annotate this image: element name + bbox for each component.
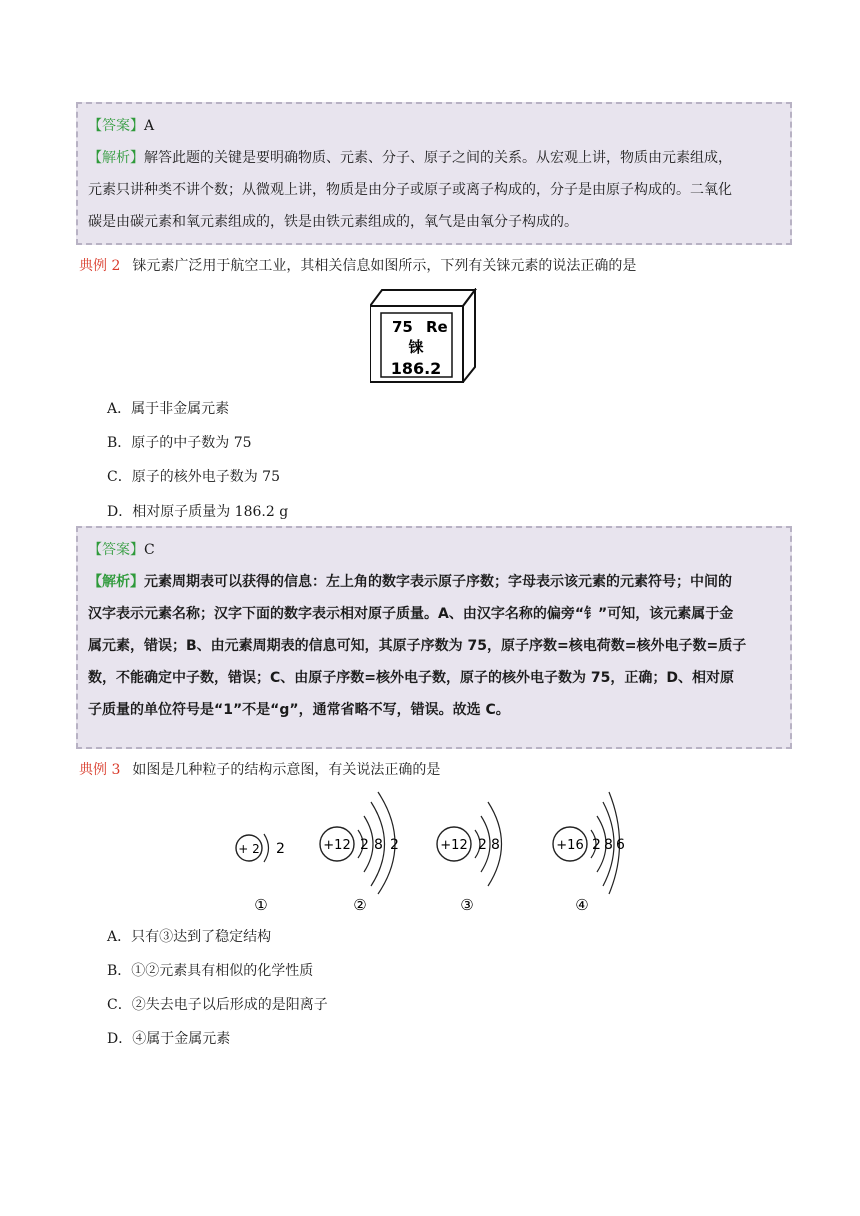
analysis-line-1 [88, 142, 780, 174]
particle-4 [553, 792, 625, 914]
example-2-option-c: C．原子的核外电子数为 75 [107, 469, 280, 485]
answer-value: C [144, 542, 155, 558]
example-3-text: 如图是几种粒子的结构示意图，有关说法正确的是 [132, 762, 441, 778]
analysis-line-3: 属元素，错误；B、由元素周期表的信息可知，其原子序数为 75，原子序数=核电荷数=核外电子数=质子 [88, 638, 747, 654]
analysis-line-4: 数，不能确定中子数，错误；C、由原子序数=核外电子数，原子的核外电子数为 75，正确；D、相对原 [88, 670, 734, 686]
analysis-tag: 【解析】 [88, 150, 144, 166]
example-3-option-a: A．只有③达到了稳定结构 [107, 929, 272, 945]
particle-4-shell-2: 8 [604, 837, 613, 853]
analysis-text: 解答此题的关键是要明确物质、元素、分子、原子之间的关系。从宏观上讲，物质由元素组成， [144, 150, 732, 166]
particle-3-label: ③ [460, 896, 474, 914]
particle-4-nucleus: +16 [556, 838, 584, 853]
particle-1-nucleus: + 2 [238, 842, 260, 856]
particle-2 [320, 792, 399, 914]
particle-2-shell-1: 2 [360, 837, 369, 853]
particle-1 [236, 834, 285, 914]
example-3-option-c: C．②失去电子以后形成的是阳离子 [107, 997, 328, 1013]
particle-3-shell-1: 2 [478, 837, 487, 853]
particle-2-label: ② [353, 896, 367, 914]
analysis-line-1 [88, 566, 780, 598]
particle-2-shell-2: 8 [374, 837, 383, 853]
answer-value: A [144, 118, 155, 134]
example-2-label: 典例 2 [79, 258, 121, 274]
cell-name: 铼 [408, 338, 424, 356]
analysis-tag: 【解析】 [88, 574, 144, 590]
particle-3-shell-2: 8 [491, 837, 500, 853]
cell-number: 75 [392, 318, 413, 336]
example-3-label: 典例 3 [79, 762, 121, 778]
example-2-text: 铼元素广泛用于航空工业，其相关信息如图所示，下列有关铼元素的说法正确的是 [132, 258, 637, 274]
analysis-line-3: 碳是由碳元素和氧元素组成的，铁是由铁元素组成的，氧气是由氧分子构成的。 [88, 214, 578, 230]
example-2-option-d: D．相对原子质量为 186.2 g [107, 504, 289, 520]
answer-tag: 【答案】 [88, 542, 144, 558]
example-3-option-d: D．④属于金属元素 [107, 1031, 231, 1047]
particle-3-nucleus: +12 [440, 838, 468, 853]
cell-mass: 186.2 [390, 359, 442, 378]
analysis-line-5: 子质量的单位符号是“1”不是“g”，通常省略不写，错误。故选 C。 [88, 702, 510, 718]
particle-2-shell-3: 2 [390, 837, 399, 853]
answer-line-2 [88, 534, 780, 566]
analysis-line-2: 元素只讲种类不讲个数；从微观上讲，物质是由分子或原子或离子构成的，分子是由原子构成的。二氧化 [88, 182, 732, 198]
particle-1-shell-1: 2 [276, 841, 285, 857]
particle-4-label: ④ [575, 896, 589, 914]
particle-3 [437, 802, 502, 914]
analysis-text: 元素周期表可以获得的信息：左上角的数字表示原子序数；字母表示该元素的元素符号；中间的 [144, 574, 732, 590]
answer-box-2 [76, 526, 792, 749]
particle-structure-figure [230, 788, 625, 916]
particle-4-shell-3: 6 [616, 837, 625, 853]
example-2-option-b: B．原子的中子数为 75 [107, 435, 252, 451]
example-2-question [79, 256, 636, 276]
analysis-line-2: 汉字表示元素名称；汉字下面的数字表示相对原子质量。A、由汉字名称的偏旁“钅”可知，该元素属于金 [88, 606, 734, 622]
answer-line-1 [88, 110, 780, 142]
element-cell-figure [370, 288, 480, 383]
particle-1-label: ① [254, 896, 268, 914]
answer-tag: 【答案】 [88, 118, 144, 134]
example-3-question [79, 760, 440, 780]
answer-box-1 [76, 102, 792, 245]
particle-2-nucleus: +12 [323, 838, 351, 853]
example-2-option-a: A．属于非金属元素 [107, 401, 230, 417]
cell-symbol: Re [426, 318, 448, 336]
example-3-option-b: B．①②元素具有相似的化学性质 [107, 963, 314, 979]
particle-4-shell-1: 2 [592, 837, 601, 853]
